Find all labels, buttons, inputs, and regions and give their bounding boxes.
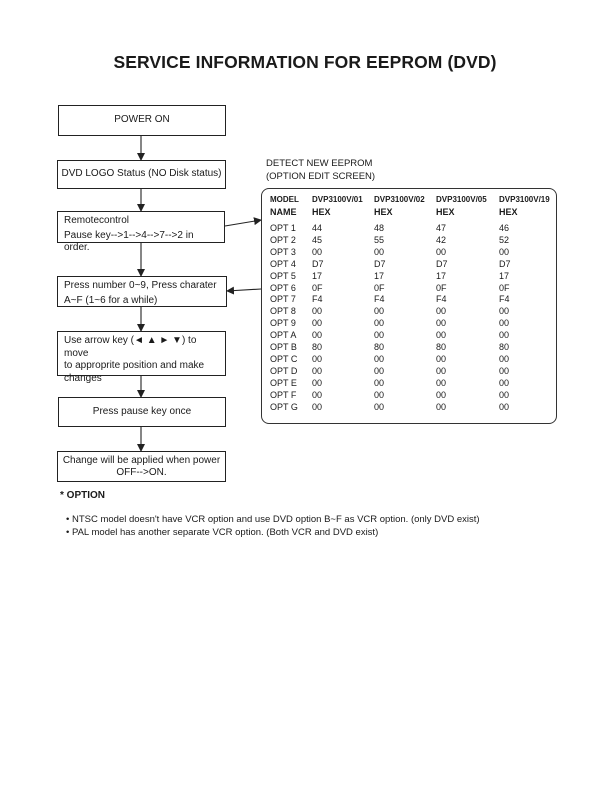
hex-value-cell: 00 (436, 353, 447, 364)
table-row (270, 354, 554, 366)
hex-value-cell: 55 (374, 234, 385, 245)
hex-value-cell: 17 (374, 270, 385, 281)
hex-value-cell: 00 (312, 365, 323, 376)
hex-value-cell: 00 (312, 246, 323, 257)
hex-value-cell: 00 (499, 401, 510, 412)
hex-value-cell: 17 (499, 270, 510, 281)
detect-caption (266, 158, 375, 183)
hex-value-cell: 00 (374, 365, 385, 376)
hex-value-cell: 00 (499, 318, 510, 329)
table-header: DVP3100V/02 (374, 195, 425, 204)
hex-value-cell: D7 (436, 258, 448, 269)
hex-value-cell: 00 (436, 401, 447, 412)
table-header: MODEL (270, 195, 299, 204)
hex-value-cell: 0F (436, 282, 447, 293)
table-row (270, 378, 554, 390)
hex-value-cell: F4 (374, 294, 385, 305)
option-name-cell: OPT E (270, 377, 297, 388)
change-applied-box (57, 451, 226, 482)
hex-value-cell: 00 (436, 330, 447, 341)
hex-value-cell: F4 (312, 294, 323, 305)
hex-value-cell: 00 (374, 330, 385, 341)
hex-value-cell: F4 (436, 294, 447, 305)
arrow-line-3: changes (64, 372, 102, 384)
hex-value-cell: F4 (499, 294, 510, 305)
option-name-cell: OPT 6 (270, 282, 296, 293)
hex-value-cell: 00 (312, 401, 323, 412)
hex-value-cell: 00 (499, 365, 510, 376)
press-number-box (57, 276, 227, 307)
table-row (270, 342, 554, 354)
hex-value-cell: 00 (374, 306, 385, 317)
hex-value-cell: D7 (499, 258, 511, 269)
remote-control-box (57, 211, 225, 253)
hex-value-cell: 00 (436, 377, 447, 388)
hex-value-cell: 00 (374, 318, 385, 329)
table-row (270, 402, 554, 414)
arrow-table-to-press (227, 289, 261, 291)
hex-value-cell: 00 (312, 306, 323, 317)
table-row (270, 366, 554, 378)
press-line-1: Press number 0~9, Press charater (64, 280, 217, 291)
press-line-2: A~F (1~6 for a while) (64, 294, 158, 306)
hex-value-cell: 00 (499, 306, 510, 317)
table-row (270, 390, 554, 402)
table-row (270, 294, 554, 306)
table-row (270, 235, 554, 247)
detect-line-2: (OPTION EDIT SCREEN) (266, 170, 376, 182)
table-header: HEX (436, 207, 455, 217)
hex-value-cell: 00 (312, 389, 323, 400)
hex-value-cell: 00 (312, 330, 323, 341)
option-name-cell: OPT G (270, 401, 298, 412)
change-line-2: OFF-->ON. (116, 466, 167, 478)
hex-value-cell: 00 (499, 377, 510, 388)
table-row (270, 306, 554, 318)
table-header-row-1 (270, 194, 554, 206)
table-row (270, 271, 554, 283)
option-table (270, 194, 554, 414)
hex-value-cell: 00 (312, 353, 323, 364)
change-line-1: Change will be applied when power (62, 454, 221, 466)
note-item: • PAL model has another separate VCR option. (Both VCR and DVD exist) (66, 526, 379, 538)
hex-value-cell: 46 (499, 223, 510, 233)
detect-line-1: DETECT NEW EEPROM (266, 158, 373, 169)
option-name-cell: OPT 5 (270, 270, 296, 281)
option-name-cell: OPT 1 (270, 223, 296, 233)
hex-value-cell: 00 (499, 246, 510, 257)
hex-value-cell: 45 (312, 234, 323, 245)
table-header: DVP3100V/05 (436, 195, 487, 204)
arrow-line-2: to approprite position and make (64, 360, 205, 371)
table-row (270, 330, 554, 342)
hex-value-cell: 00 (436, 389, 447, 400)
hex-value-cell: 00 (436, 246, 447, 257)
hex-value-cell: 00 (374, 389, 385, 400)
hex-value-cell: 00 (436, 306, 447, 317)
hex-value-cell: 80 (436, 342, 447, 353)
power-on-box (58, 105, 226, 136)
logo-status-label: DVD LOGO Status (NO Disk status) (61, 168, 222, 180)
hex-value-cell: 48 (374, 223, 385, 233)
arrow-key-box (57, 331, 226, 384)
hex-value-cell: 0F (499, 282, 510, 293)
table-header: NAME (270, 207, 297, 217)
option-name-cell: OPT 8 (270, 306, 296, 317)
option-name-cell: OPT 4 (270, 258, 296, 269)
option-name-cell: OPT 9 (270, 318, 296, 329)
hex-value-cell: 80 (499, 342, 510, 353)
table-header: DVP3100V/01 (312, 195, 363, 204)
hex-value-cell: 00 (374, 401, 385, 412)
option-table-body (270, 223, 554, 414)
option-name-cell: OPT C (270, 353, 298, 364)
option-name-cell: OPT D (270, 365, 298, 376)
power-on-label: POWER ON (114, 114, 170, 126)
option-note-heading: * OPTION (60, 490, 106, 501)
table-header: HEX (312, 207, 331, 217)
hex-value-cell: 00 (436, 318, 447, 329)
hex-value-cell: 0F (312, 282, 323, 293)
hex-value-cell: 80 (374, 342, 385, 353)
table-header-row-2 (270, 206, 554, 223)
hex-value-cell: 00 (312, 318, 323, 329)
hex-value-cell: 00 (312, 377, 323, 388)
hex-value-cell: 00 (499, 330, 510, 341)
hex-value-cell: 42 (436, 234, 447, 245)
hex-value-cell: 00 (499, 353, 510, 364)
hex-value-cell: D7 (374, 258, 386, 269)
option-name-cell: OPT 2 (270, 234, 296, 245)
option-name-cell: OPT B (270, 342, 297, 353)
page-title: SERVICE INFORMATION FOR EEPROM (DVD) (113, 52, 497, 72)
hex-value-cell: 00 (374, 246, 385, 257)
hex-value-cell: 17 (436, 270, 447, 281)
hex-value-cell: 0F (374, 282, 385, 293)
table-row (270, 283, 554, 295)
table-row (270, 223, 554, 235)
remote-line-2: Pause key-->1-->4-->7-->2 in order. (64, 229, 194, 253)
note-item: • NTSC model doesn't have VCR option and use DVD option B~F as VCR option. (only DVD exist) (66, 514, 480, 525)
pause-once-label: Press pause key once (92, 405, 192, 417)
hex-value-cell: 44 (312, 223, 323, 233)
table-row (270, 259, 554, 271)
option-notes (66, 514, 480, 539)
arrow-remote-to-table (225, 220, 261, 226)
table-row (270, 247, 554, 259)
option-name-cell: OPT F (270, 389, 297, 400)
pause-once-box (58, 397, 226, 427)
remote-line-1: Remotecontrol (64, 215, 130, 226)
table-header: HEX (499, 207, 518, 217)
option-name-cell: OPT A (270, 330, 297, 341)
hex-value-cell: 00 (374, 353, 385, 364)
hex-value-cell: 80 (312, 342, 323, 353)
option-name-cell: OPT 3 (270, 246, 296, 257)
option-name-cell: OPT 7 (270, 294, 296, 305)
table-row (270, 318, 554, 330)
table-header: HEX (374, 207, 393, 217)
hex-value-cell: 00 (374, 377, 385, 388)
hex-value-cell: 17 (312, 270, 323, 281)
arrow-line-1: Use arrow key (◄ ▲ ► ▼) to move (64, 335, 197, 359)
hex-value-cell: 47 (436, 223, 447, 233)
hex-value-cell: 00 (436, 365, 447, 376)
hex-value-cell: D7 (312, 258, 324, 269)
logo-status-box (57, 160, 226, 189)
table-header: DVP3100V/19 (499, 195, 550, 204)
hex-value-cell: 00 (499, 389, 510, 400)
hex-value-cell: 52 (499, 234, 510, 245)
